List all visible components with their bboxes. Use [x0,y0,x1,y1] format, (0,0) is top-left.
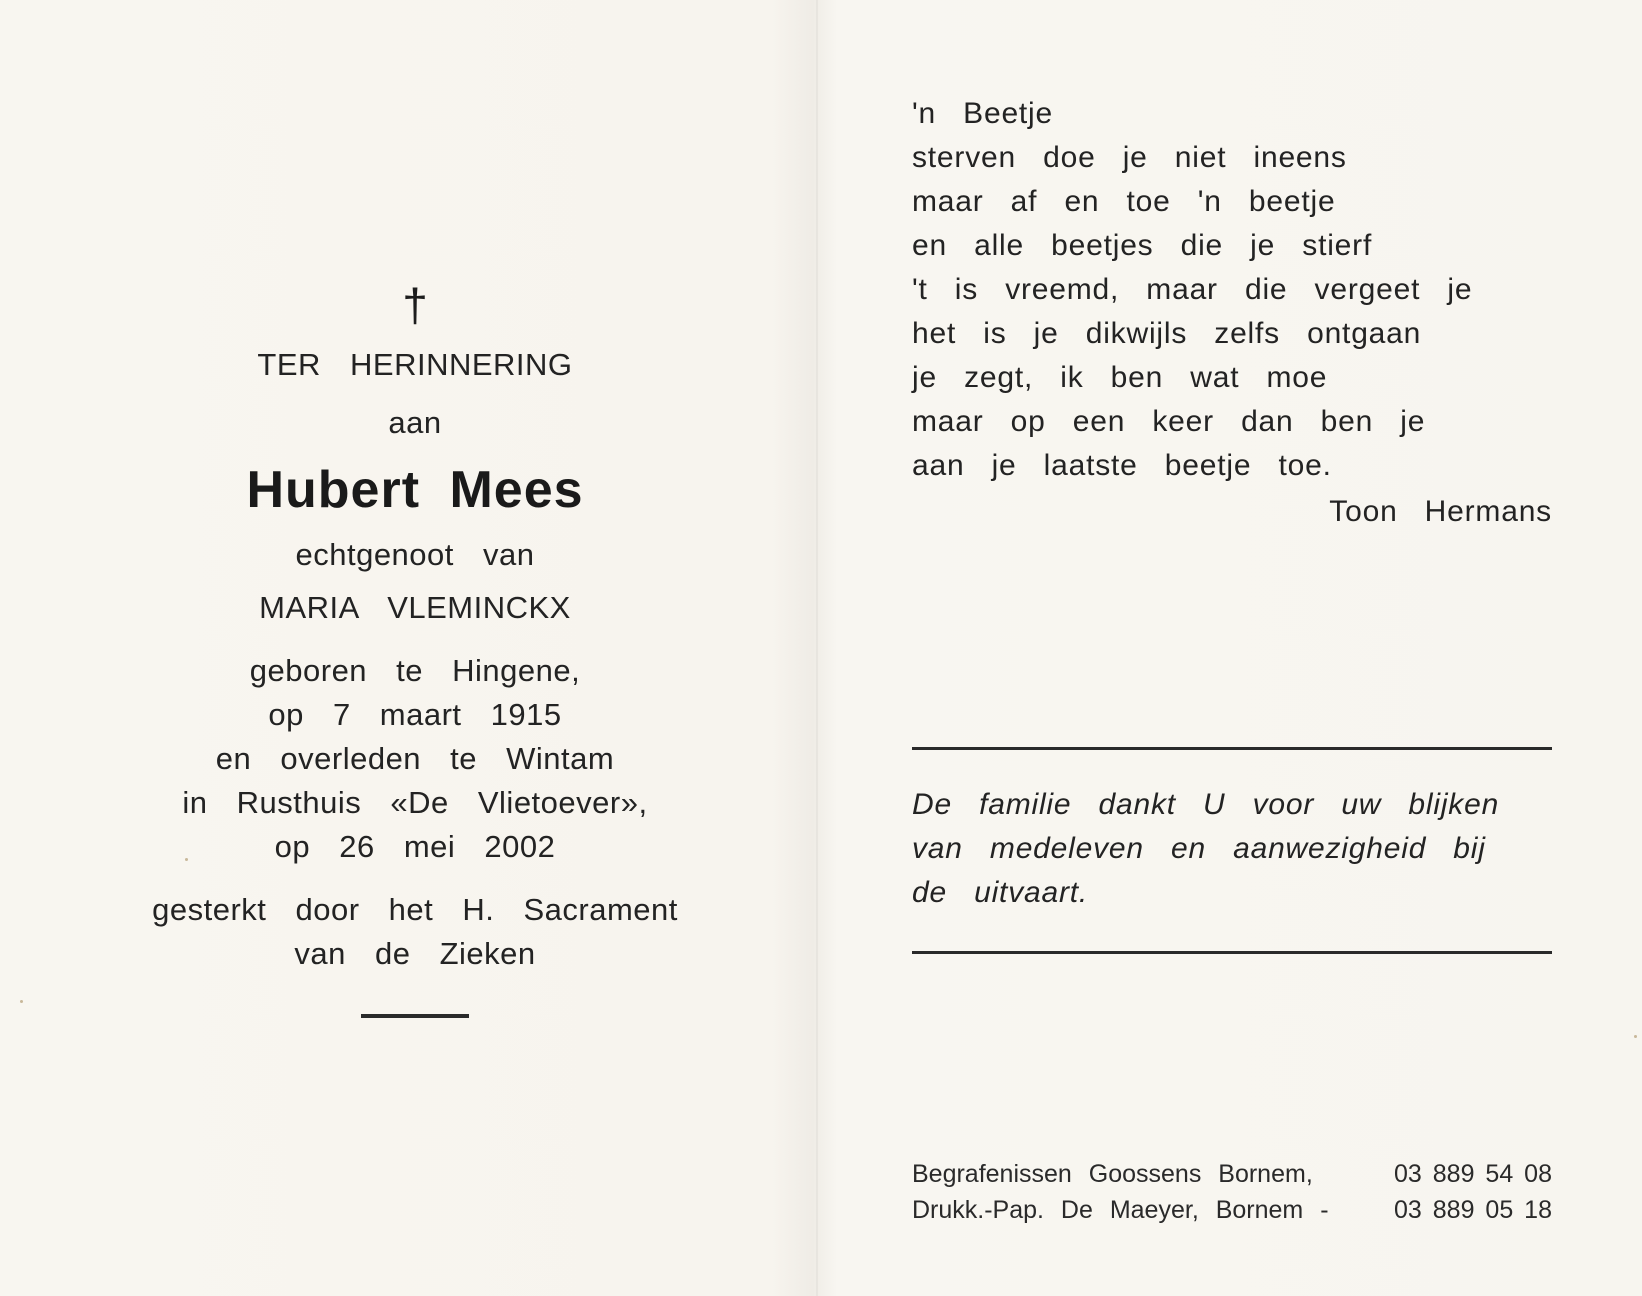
to-label: aan [388,405,442,440]
divider-bottom [912,951,1552,954]
spouse-relation: echtgenoot van [295,537,535,572]
sacrament-line-1: gesterkt door het H. Sacrament [152,892,678,927]
deceased-name: Hubert Mees [246,461,584,519]
paper-speck [1634,1035,1637,1038]
poem-line: sterven doe je niet ineens [912,141,1347,174]
funeral-home-phone: 03 889 54 08 [1394,1160,1552,1188]
died-date: op 26 mei 2002 [274,829,556,864]
cross-icon: † [402,279,428,331]
poem-line: het is je dikwijls zelfs ontgaan [912,317,1422,350]
poem-author: Toon Hermans [1329,495,1552,528]
left-panel [100,0,730,1296]
poem-line: aan je laatste beetje toe. [912,449,1332,482]
poem-line: maar af en toe 'n beetje [912,185,1336,218]
poem-line: 't is vreemd, maar die vergeet je [912,273,1473,306]
born-date: op 7 maart 1915 [268,697,562,732]
thanks-line: de uitvaart. [912,876,1089,909]
printer-name: Drukk.-Pap. De Maeyer, Bornem - [912,1196,1329,1224]
poem-line: maar op een keer dan ben je [912,405,1426,438]
sacrament-line-2: van de Zieken [294,936,536,971]
born-place: geboren te Hingene, [249,653,581,688]
closing-divider [361,1014,469,1018]
thanks-line: van medeleven en aanwezigheid bij [912,832,1486,865]
poem-line: 'n Beetje [912,97,1054,130]
card-fold [816,0,818,1296]
spouse-name: MARIA VLEMINCKX [259,590,571,625]
heading: TER HERINNERING [257,347,573,382]
thanks-line: De familie dankt U voor uw blijken [912,788,1500,821]
paper-speck [20,1000,23,1003]
funeral-home-name: Begrafenissen Goossens Bornem, [912,1160,1313,1188]
poem-line: je zegt, ik ben wat moe [912,361,1328,394]
died-location: in Rusthuis «De Vlietoever», [182,785,648,820]
divider-top [912,747,1552,750]
poem-line: en alle beetjes die je stierf [912,229,1373,262]
paper-speck [185,858,188,861]
printer-phone: 03 889 05 18 [1394,1196,1552,1224]
right-panel [912,0,1552,1296]
died-place: en overleden te Wintam [215,741,615,776]
